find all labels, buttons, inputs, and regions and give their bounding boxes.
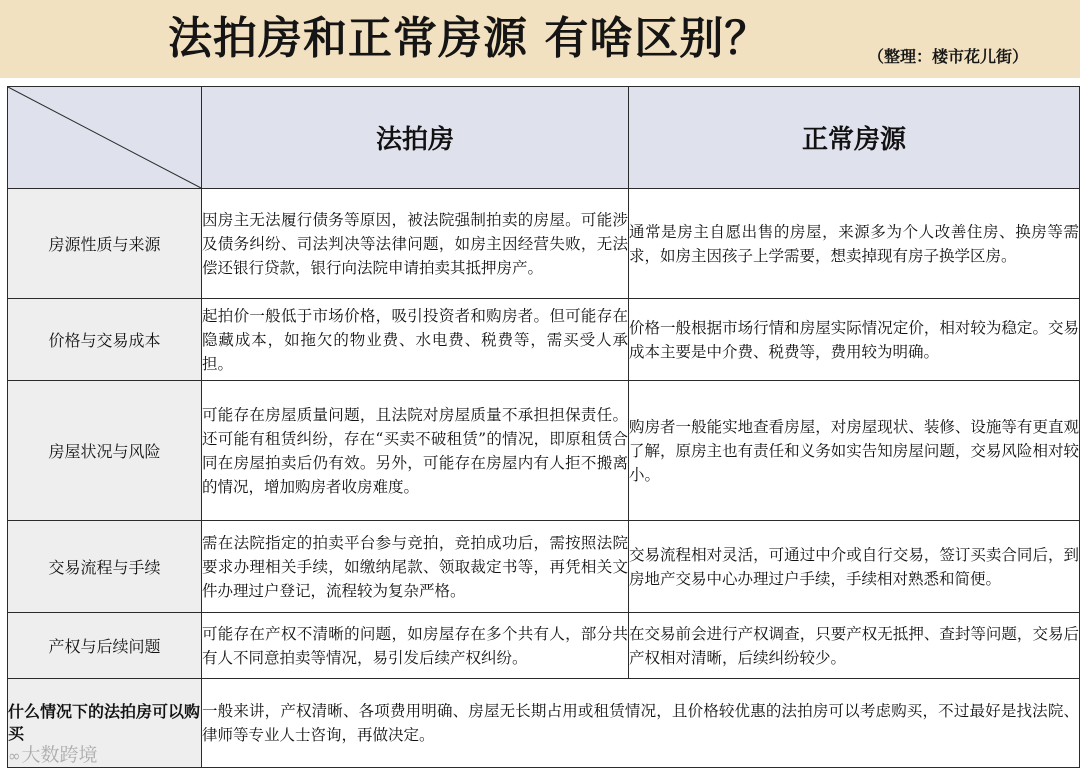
page-title: 法拍房和正常房源 有啥区别？: [168, 13, 770, 64]
conclusion-row: [8, 679, 1080, 768]
table-header-row: [8, 87, 1080, 189]
auction-cell: 起拍价一般低于市场价格，吸引投资者和购房者。但可能存在隐藏成本，如拖欠的物业费、水电费、税费等，需买受人承担。: [202, 299, 629, 381]
conclusion-text: 一般来讲，产权清晰、各项费用明确、房屋无长期占用或租赁情况，且价格较优惠的法拍房可以考虑购买，不过最好是找法院、律师等专业人士咨询，再做决定。: [202, 679, 1080, 768]
auction-cell: 可能存在房屋质量问题，且法院对房屋质量不承担担保责任。还可能有租赁纠纷，存在“买卖不破租赁”的情况，即原租赁合同在房屋拍卖后仍有效。另外，可能存在房屋内有人拒不搬离的情况，增加购房者收房难度。: [202, 381, 629, 521]
table-row: [8, 521, 1080, 613]
table-row: [8, 189, 1080, 299]
auction-cell: 可能存在产权不清晰的问题，如房屋存在多个共有人，部分共有人不同意拍卖等情况，易引发后续产权纠纷。: [202, 613, 629, 679]
row-label: 房源性质与来源: [8, 189, 202, 299]
row-label: 价格与交易成本: [8, 299, 202, 381]
normal-cell: 在交易前会进行产权调查，只要产权无抵押、查封等问题，交易后产权相对清晰，后续纠纷较少。: [629, 613, 1080, 679]
row-label: 交易流程与手续: [8, 521, 202, 613]
column-header-auction: 法拍房: [202, 87, 629, 189]
table-row: [8, 381, 1080, 521]
diagonal-line: [8, 87, 201, 188]
watermark-text: 大数跨境: [21, 744, 98, 766]
page-subtitle: （整理：楼市花儿街）: [868, 47, 1029, 66]
table-row: [8, 299, 1080, 381]
watermark: [8, 740, 98, 767]
normal-cell: 交易流程相对灵活，可通过中介或自行交易，签订买卖合同后，到房地产交易中心办理过户手续，手续相对熟悉和简便。: [629, 521, 1080, 613]
normal-cell: 购房者一般能实地查看房屋，对房屋现状、装修、设施等有更直观了解，原房主也有责任和义务如实告知房屋问题，交易风险相对较小。: [629, 381, 1080, 521]
auction-cell: 需在法院指定的拍卖平台参与竞拍，竞拍成功后，需按照法院要求办理相关手续，如缴纳尾款、领取裁定书等，再凭相关文件办理过户登记，流程较为复杂严格。: [202, 521, 629, 613]
normal-cell: 通常是房主自愿出售的房屋，来源多为个人改善住房、换房等需求，如房主因孩子上学需要，想卖掉现有房子换学区房。: [629, 189, 1080, 299]
conclusion-label: 什么情况下的法拍房可以购买: [8, 679, 202, 768]
auction-cell: 因房主无法履行债务等原因，被法院强制拍卖的房屋。可能涉及债务纠纷、司法判决等法律问题，如房主因经营失败，无法偿还银行贷款，银行向法院申请拍卖其抵押房产。: [202, 189, 629, 299]
normal-cell: 价格一般根据市场行情和房屋实际情况定价，相对较为稳定。交易成本主要是中介费、税费等，费用较为明确。: [629, 299, 1080, 381]
row-label: 产权与后续问题: [8, 613, 202, 679]
column-header-normal: 正常房源: [629, 87, 1080, 189]
table-row: [8, 613, 1080, 679]
comparison-table: [7, 86, 1080, 768]
row-label: 房屋状况与风险: [8, 381, 202, 521]
diagonal-corner-cell: [8, 87, 202, 189]
infinity-logo-icon: ∞: [8, 747, 19, 765]
